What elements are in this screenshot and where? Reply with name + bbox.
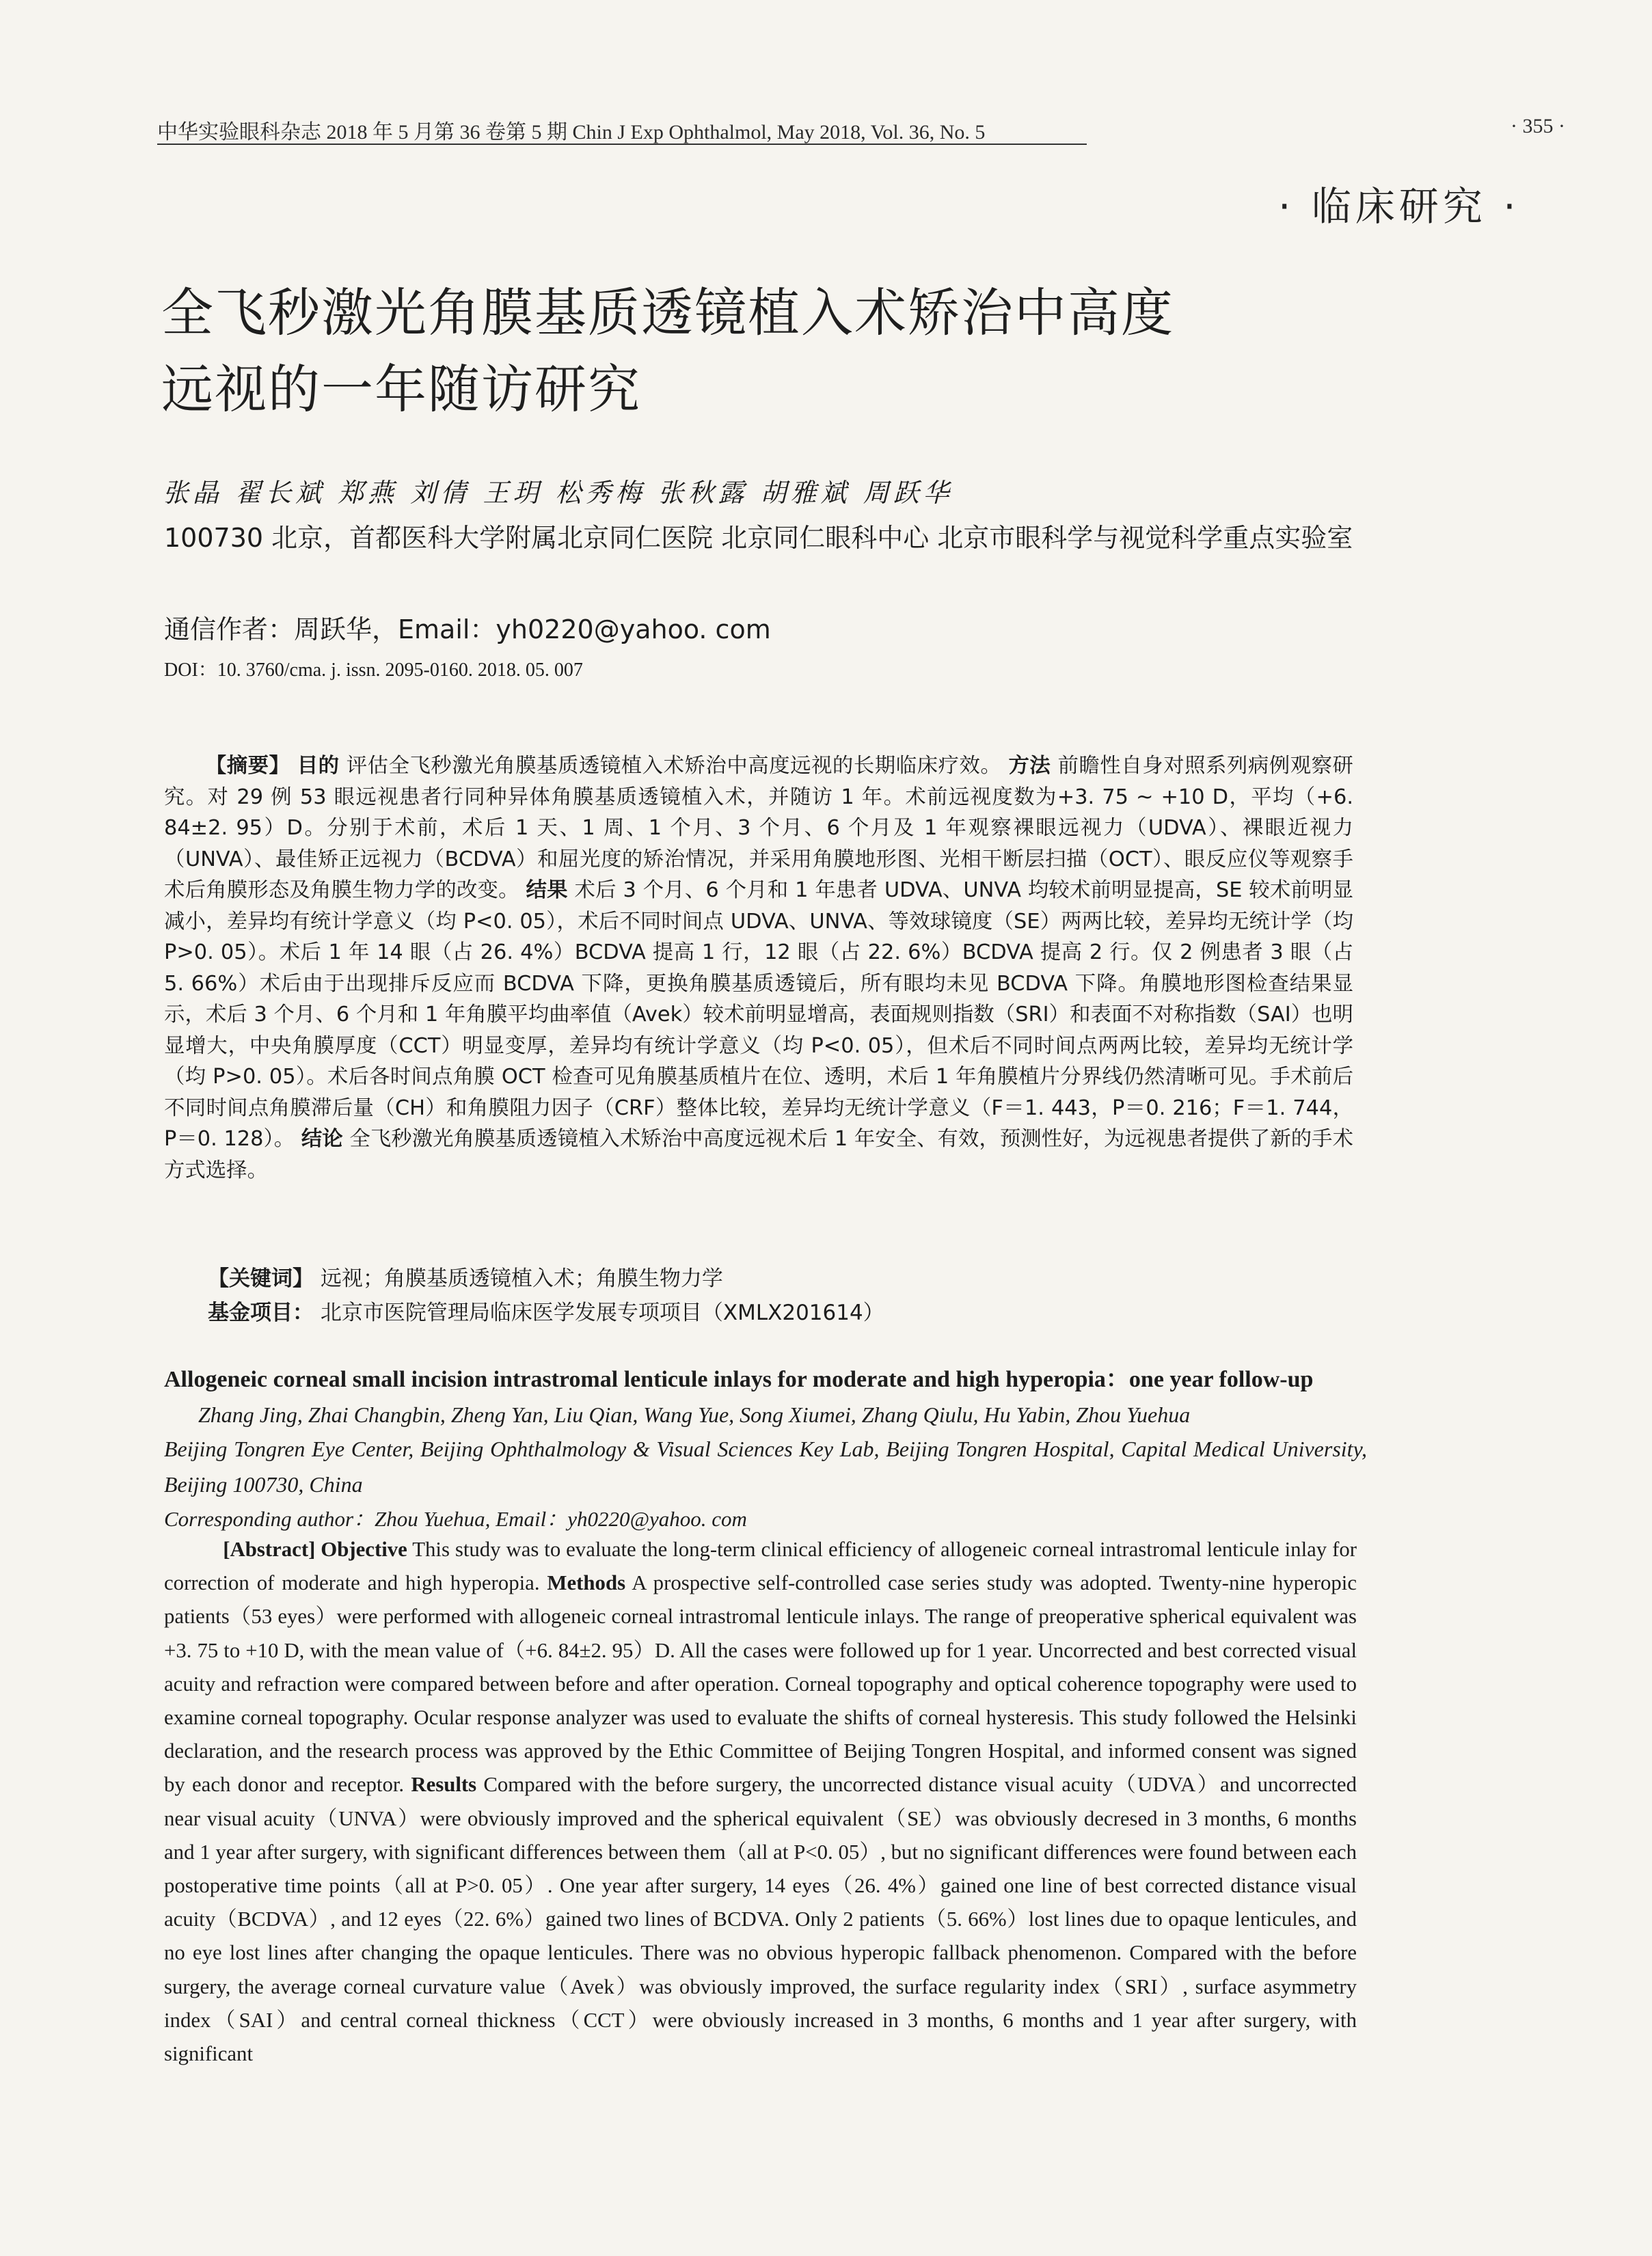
en-abstract-label: [Abstract]	[223, 1538, 316, 1561]
keywords-text: 远视；角膜基质透镜植入术；角膜生物力学	[320, 1266, 723, 1291]
affiliation: 100730 北京，首都医科大学附属北京同仁医院 北京同仁眼科中心 北京市眼科学与视觉科学重点实验室	[164, 523, 1353, 553]
section-label: · 临床研究 ·	[1278, 183, 1520, 230]
en-results-label: Results	[411, 1773, 477, 1797]
fund-label: 基金项目：	[208, 1301, 314, 1325]
english-authors: Zhang Jing, Zhai Changbin, Zheng Yan, Liu Qian, Wang Yue, Song Xiumei, Zhang Qiulu, Hu Yabin, Zhou Yuehua	[198, 1402, 1191, 1427]
author-list: 张晶 翟长斌 郑燕 刘倩 王玥 松秀梅 张秋露 胡雅斌 周跃华	[163, 478, 953, 508]
journal-citation: 中华实验眼科杂志 2018 年 5 月第 36 卷第 5 期 Chin J Exp Ophthalmol, May 2018, Vol. 36, No. 5	[157, 121, 986, 144]
doi: DOI：10. 3760/cma. j. issn. 2095-0160. 2018. 05. 007	[164, 660, 583, 681]
keywords	[208, 1261, 723, 1292]
running-header	[157, 108, 1565, 146]
english-affiliation: Beijing Tongren Eye Center, Beijing Ophthalmology & Visual Sciences Key Lab, Beijing Tongren Hospital, Capital Medical University, Beijing 100730, China	[164, 1437, 1367, 1497]
corresponding-author: 通信作者：周跃华，Email：yh0220@yahoo. com	[164, 614, 771, 644]
objective-label: 目的	[297, 754, 340, 778]
fund	[208, 1295, 884, 1326]
page-number: · 355 ·	[1511, 115, 1565, 137]
article-title	[161, 275, 1323, 428]
results-label: 结果	[526, 878, 568, 902]
en-methods-label: Methods	[547, 1571, 626, 1595]
keywords-label: 【关键词】	[208, 1266, 314, 1291]
methods-text: 前瞻性自身对照系列病例观察研究。对 29 例 53 眼远视患者行同种异体角膜基质透镜植入术，并随访 1 年。术前远视度数为+3. 75 ~ +10 D，平均（+6. 84±2. 95）D。分别于术前，术后 1 天、1 周、1 个月、3 个月、6 个月及 1 年观察裸眼远视力（UDVA）、裸眼近视力（UNVA）、最佳矫正远视力（BCDVA）和屈光度的矫治情况，并采用角膜地形图、光相干断层扫描（OCT）、眼反应仪等观察手术后角膜形态及角膜生物力学的改变。	[164, 754, 1353, 902]
en-objective-text: This study was to evaluate the long-term clinical efficiency of allogeneic corneal intrastromal lenticule inlay for correction of moderate and high hyperopia.	[164, 1538, 1357, 1595]
english-title: Allogeneic corneal small incision intrastromal lenticule inlays for moderate and high hyperopia：one year follow-up	[164, 1367, 1314, 1392]
abstract-chinese	[164, 750, 1353, 1186]
fund-text: 北京市医院管理局临床医学发展专项项目（XMLX201614）	[320, 1301, 884, 1325]
header-rule	[157, 144, 1087, 145]
title-line: 全飞秒激光角膜基质透镜植入术矫治中高度	[161, 282, 1174, 343]
abstract-english	[164, 1533, 1357, 2071]
methods-label: 方法	[1008, 754, 1051, 778]
conclusion-label: 结论	[301, 1127, 343, 1151]
results-text: 术后 3 个月、6 个月和 1 年患者 UDVA、UNVA 均较术前明显提高，SE 较术前明显减小，差异均有统计学意义（均 P<0. 05），术后不同时间点 UDVA、UNVA、等效球镜度（SE）两两比较，差异均无统计学（均 P>0. 05）。术后 1 年 14 眼（占 26. 4%）BCDVA 提高 1 行，12 眼（占 22. 6%）BCDVA 提高 2 行。仅 2 例患者 3 眼（占 5. 66%）术后由于出现排斥反应而 BCDVA 下降，更换角膜基质透镜后，所有眼均未见 BCDVA 下降。角膜地形图检查结果显示，术后 3 个月、6 个月和 1 年角膜平均曲率值（Avek）较术前明显增高，表面规则指数（SRI）和表面不对称指数（SAI）也明显增大，中央角膜厚度（CCT）明显变厚，差异均有统计学意义（均 P<0. 05），但术后不同时间点两两比较，差异均无统计学（均 P>0. 05）。术后各时间点角膜 OCT 检查可见角膜基质植片在位、透明，术后 1 年角膜植片分界线仍然清晰可见。手术前后不同时间点角膜滞后量（CH）和角膜阻力因子（CRF）整体比较，差异均无统计学意义（F＝1. 443，P＝0. 216；F＝1. 744，P＝0. 128）。	[164, 878, 1353, 1151]
en-objective-label: Objective	[321, 1538, 407, 1561]
abstract-label: 【摘要】	[205, 754, 290, 778]
en-results-text: Compared with the before surgery, the uncorrected distance visual acuity（UDVA）and uncorrected near visual acuity（UNVA）were obviously improved and the spherical equivalent（SE）was obviously decresed in 3 months, 6 months and 1 year after surgery, with significant differences between them（all at P<0. 05）, but no significant differences were found between each postoperative time points（all at P>0. 05）. One year after surgery, 14 eyes（26. 4%）gained one line of best corrected distance visual acuity（BCDVA）, and 12 eyes（22. 6%）gained two lines of BCDVA. Only 2 patients（5. 66%）lost lines due to opaque lenticules, and no eye lost lines after changing the opaque lenticules. There was no obvious hyperopic fallback phenomenon. Compared with the before surgery, the average corneal curvature value（Avek）was obviously improved, the surface regularity index（SRI）, surface asymmetry index（SAI）and central corneal thickness（CCT）were obviously increased in 3 months, 6 months and 1 year after surgery, with significant	[164, 1773, 1357, 2066]
english-corresponding: Corresponding author：Zhou Yuehua, Email：yh0220@yahoo. com	[164, 1507, 747, 1531]
objective-text: 评估全飞秒激光角膜基质透镜植入术矫治中高度远视的长期临床疗效。	[346, 754, 1002, 778]
title-line: 远视的一年随访研究	[161, 359, 641, 420]
conclusion-text: 全飞秒激光角膜基质透镜植入术矫治中高度远视术后 1 年安全、有效，预测性好，为远视患者提供了新的手术方式选择。	[164, 1127, 1353, 1182]
en-methods-text: A prospective self-controlled case series study was adopted. Twenty-nine hyperopic patients（53 eyes）were performed with allogeneic corneal intrastromal lenticule inlays. The range of preoperative spherical equivalent was +3. 75 to +10 D, with the mean value of（+6. 84±2. 95）D. All the cases were followed up for 1 year. Uncorrected and best corrected visual acuity and refraction were compared between before and after operation. Corneal topography and optical coherence topography were used to examine corneal topography. Ocular response analyzer was used to evaluate the shifts of corneal hysteresis. This study followed the Helsinki declaration, and the research process was approved by the Ethic Committee of Beijing Tongren Hospital, and informed consent was signed by each donor and receptor.	[164, 1571, 1357, 1797]
